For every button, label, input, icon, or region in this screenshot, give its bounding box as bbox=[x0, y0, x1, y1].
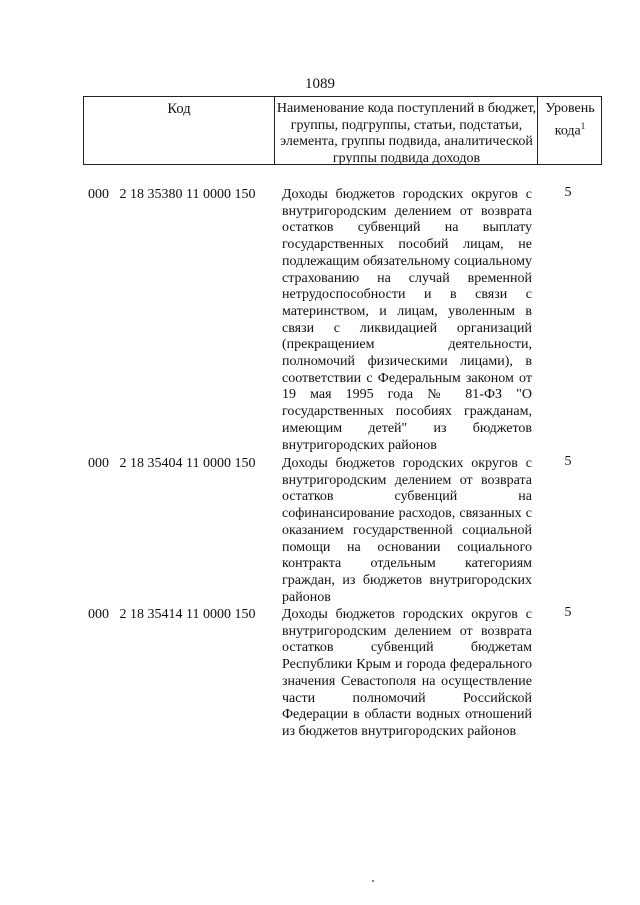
page-number: 1089 bbox=[305, 76, 335, 92]
column-divider bbox=[537, 97, 538, 164]
table-header bbox=[83, 96, 602, 165]
header-level-footnote: 1 bbox=[580, 120, 586, 131]
table-row-level: 5 bbox=[564, 605, 572, 620]
scan-speck bbox=[372, 880, 374, 882]
header-level bbox=[539, 101, 601, 140]
table-row-name: Доходы бюджетов городских округов с внутригородским делением от возврата остатков субвенций на софинансирование расходов, связанных с оказанием государственной социальной помощи на основании социального контракта отдельным категориям граждан, из бюджетов внутригородских районов bbox=[282, 456, 532, 605]
table-row-code bbox=[88, 456, 255, 472]
income-code: 2 18 35404 11 0000 150 bbox=[119, 456, 256, 471]
column-divider bbox=[274, 97, 275, 164]
admin-code: 000 bbox=[88, 187, 109, 202]
admin-code: 000 bbox=[88, 607, 109, 622]
table-row-name: Доходы бюджетов городских округов с внутригородским делением от возврата остатков субвенций на выплату государственных пособий лицам, не подлежащим обязательному социальному страхованию на случай временной нетрудоспособности и в связи с материнством, и лицам, уволенным в связи с ликвидацией организаций (прекращением деятельности, полномочий физическими лицами), в соответствии с Федеральным законом от 19 мая 1995 года № 81-ФЗ "О государственных пособиях гражданам, имеющим детей" из бюджетов внутригородских районов bbox=[282, 187, 532, 453]
table-row-code bbox=[88, 607, 255, 623]
header-level-label: Уровень кода bbox=[545, 101, 595, 139]
table-row-level: 5 bbox=[564, 185, 572, 200]
income-code: 2 18 35414 11 0000 150 bbox=[119, 607, 256, 622]
table-row-code bbox=[88, 187, 255, 203]
income-code: 2 18 35380 11 0000 150 bbox=[119, 187, 256, 202]
table-row-level: 5 bbox=[564, 454, 572, 469]
table-row-name: Доходы бюджетов городских округов с внутригородским делением от возврата остатков субвенций бюджетам Республики Крым и города федерального значения Севастополя на осуществление части полномочий Российской Федерации в области водных отношений из бюджетов внутригородских районов bbox=[282, 607, 532, 739]
admin-code: 000 bbox=[88, 456, 109, 471]
header-name: Наименование кода поступлений в бюджет, группы, подгруппы, статьи, подстатьи, элемента, группы подвида, аналитической группы подвида доходов bbox=[276, 101, 537, 166]
header-code: Код bbox=[167, 101, 191, 117]
